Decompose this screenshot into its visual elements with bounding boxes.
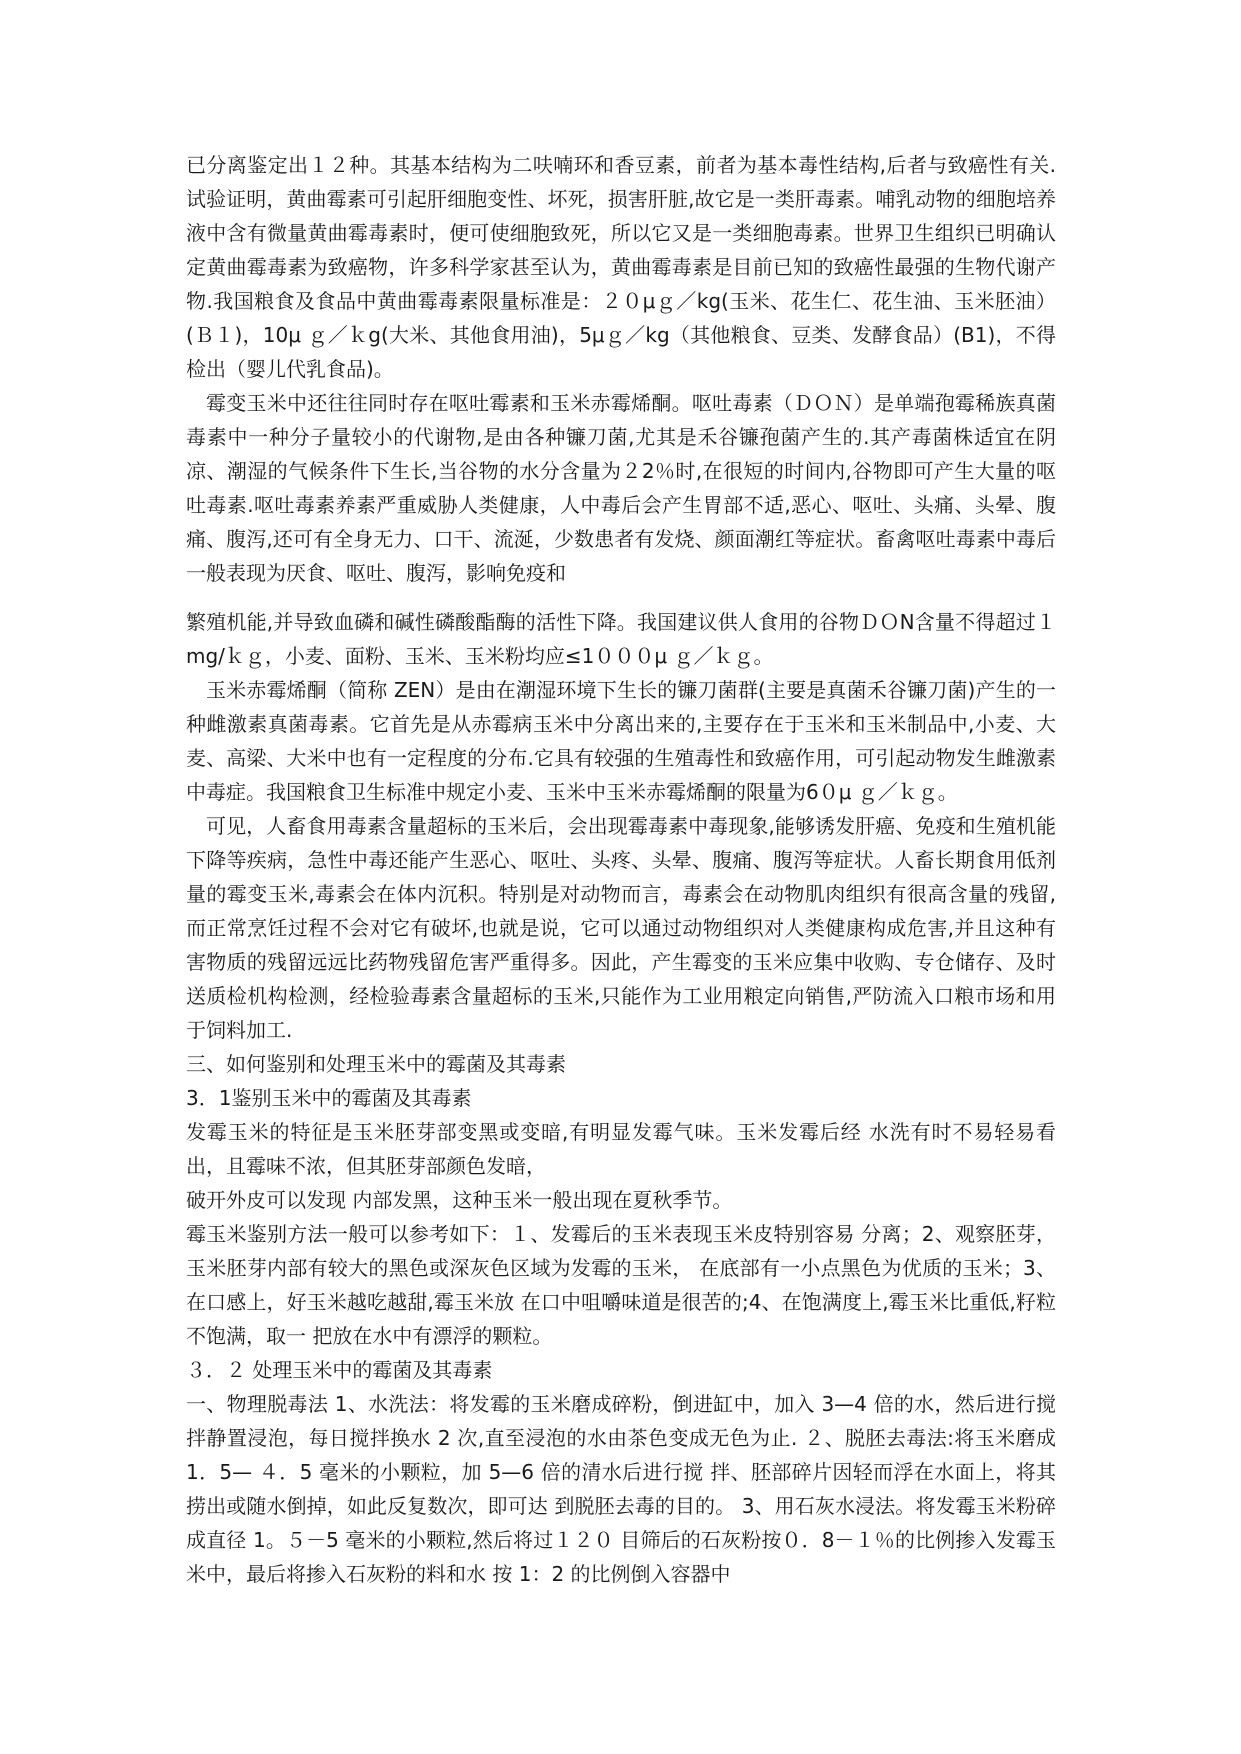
- subsection-heading-3-1: 3．1鉴别玉米中的霉菌及其毒素: [186, 1086, 472, 1110]
- paragraph-zen: 玉米赤霉烯酮（简称 ZEN）是由在潮湿环境下生长的镰刀菌群(主要是真菌禾谷镰刀菌)产生的一种雌激素真菌毒素。它首先是从赤霉病玉米中分离出来的,主要存在于玉米和玉米制品中,小麦、大麦、高梁、大米中也有一定程度的分布.它具有较强的生殖毒性和致癌作用，可引起动物发生雌激素中毒症。我国粮食卫生标准中规定小麦、玉米中玉米赤霉烯酮的限量为6０μ ｇ／ｋｇ。: [186, 678, 1056, 804]
- paragraph-aflatoxin: 已分离鉴定出１２种。其基本结构为二呋喃环和香豆素，前者为基本毒性结构,后者与致癌性有关.试验证明，黄曲霉素可引起肝细胞变性、坏死，损害肝脏,故它是一类肝毒素。哺乳动物的细胞培养液中含有微量黄曲霉毒素时，便可使细胞致死，所以它又是一类细胞毒素。世界卫生组织已明确认定黄曲霉毒素为致癌物，许多科学家甚至认为，黄曲霉毒素是目前已知的致癌性最强的生物代谢产物.我国粮食及食品中黄曲霉毒素限量标准是：２０μｇ／kg(玉米、花生仁、花生油、玉米胚油）(Ｂ１)，10μ ｇ／ｋg(大米、其他食用油)，5μｇ／kg（其他粮食、豆类、发酵食品）(B1)，不得检出（婴儿代乳食品)。: [186, 153, 1056, 381]
- paragraph-don-limit: 繁殖机能,并导致血磷和碱性磷酸酯酶的活性下降。我国建议供人食用的谷物ＤＯN含量不得超过１mg/ｋｇ，小麦、面粉、玉米、玉米粉均应≤1０００μ ｇ／ｋｇ。: [186, 610, 1056, 668]
- paragraph-identification-methods: 霉玉米鉴别方法一般可以参考如下：１、发霉后的玉米表现玉米皮特别容易 分离；2、观察胚芽，玉米胚芽内部有较大的黑色或深灰色区域为发霉的玉米， 在底部有一小点黑色为优质的玉米；3、在口感上，好玉米越吃越甜,霉玉米放 在口中咀嚼味道是很苦的;4、在饱满度上,霉玉米比重低,籽粒不饱满，取一 把放在水中有漂浮的颗粒。: [186, 1222, 1056, 1348]
- paragraph-harm-summary: 可见，人畜食用毒素含量超标的玉米后，会出现霉毒素中毒现象,能够诱发肝癌、免疫和生殖机能下降等疾病，急性中毒还能产生恶心、呕吐、头疼、头晕、腹痛、腹泻等症状。人畜长期食用低剂量的霉变玉米,毒素会在体内沉积。特别是对动物而言，毒素会在动物肌肉组织有很高含量的残留,而正常烹饪过程不会对它有破坏,也就是说，它可以通过动物组织对人类健康构成危害,并且这种有害物质的残留远远比药物残留危害严重得多。因此，产生霉变的玉米应集中收购、专仓储存、及时送质检机构检测，经检验毒素含量超标的玉米,只能作为工业用粮定向销售,严防流入口粮市场和用于饲料加工.: [186, 814, 1056, 1042]
- paragraph-mold-features-cont: 破开外皮可以发现 内部发黑，这种玉米一般出现在夏秋季节。: [186, 1188, 733, 1212]
- section-heading-3: 三、如何鉴别和处理玉米中的霉菌及其毒素: [186, 1052, 566, 1076]
- text-block-upper: [186, 148, 1056, 590]
- paragraph-mold-features: 发霉玉米的特征是玉米胚芽部变黑或变暗,有明显发霉气味。玉米发霉后经 水洗有时不易轻易看出，且霉味不浓，但其胚芽部颜色发暗，: [186, 1120, 1056, 1178]
- paragraph-don: 霉变玉米中还往往同时存在呕吐霉素和玉米赤霉烯酮。呕吐毒素（ＤＯＮ）是单端孢霉稀族真菌毒素中一种分子量较小的代谢物,是由各种镰刀菌,尤其是禾谷镰孢菌产生的.其产毒菌株适宜在阴凉、潮湿的气候条件下生长,当谷物的水分含量为２2％时,在很短的时间内,谷物即可产生大量的呕吐毒素.呕吐毒素养素严重威胁人类健康，人中毒后会产生胃部不适,恶心、呕吐、头痛、头晕、腹痛、腹泻,还可有全身无力、口干、流涎，少数患者有发烧、颜面潮红等症状。畜禽呕吐毒素中毒后一般表现为厌食、呕吐、腹泻，影响免疫和: [186, 391, 1056, 585]
- paragraph-physical-detox: 一、物理脱毒法 1、水洗法：将发霉的玉米磨成碎粉，倒进缸中，加入 3—4 倍的水，然后进行搅 拌静置浸泡，每日搅拌换水 2 次,直至浸泡的水由茶色变成无色为止. ２、脱胚去毒法:将玉米磨成 1．5— ４．5 毫米的小颗粒，加 5—6 倍的清水后进行搅 拌、胚部碎片因轻而浮在水面上，将其捞出或随水倒掉，如此反复数次，即可达 到脱胚去毒的目的。 3、用石灰水浸法。将发霉玉米粉碎成直径 1。５－5 毫米的小颗粒,然后将过１２０ 目筛后的石灰粉按０．8－１％的比例掺入发霉玉米中，最后将掺入石灰粉的料和水 按 1：2 的比例倒入容器中: [186, 1392, 1056, 1586]
- text-block-lower: [186, 605, 1056, 1591]
- subsection-heading-3-2: ３．２ 处理玉米中的霉菌及其毒素: [186, 1358, 493, 1382]
